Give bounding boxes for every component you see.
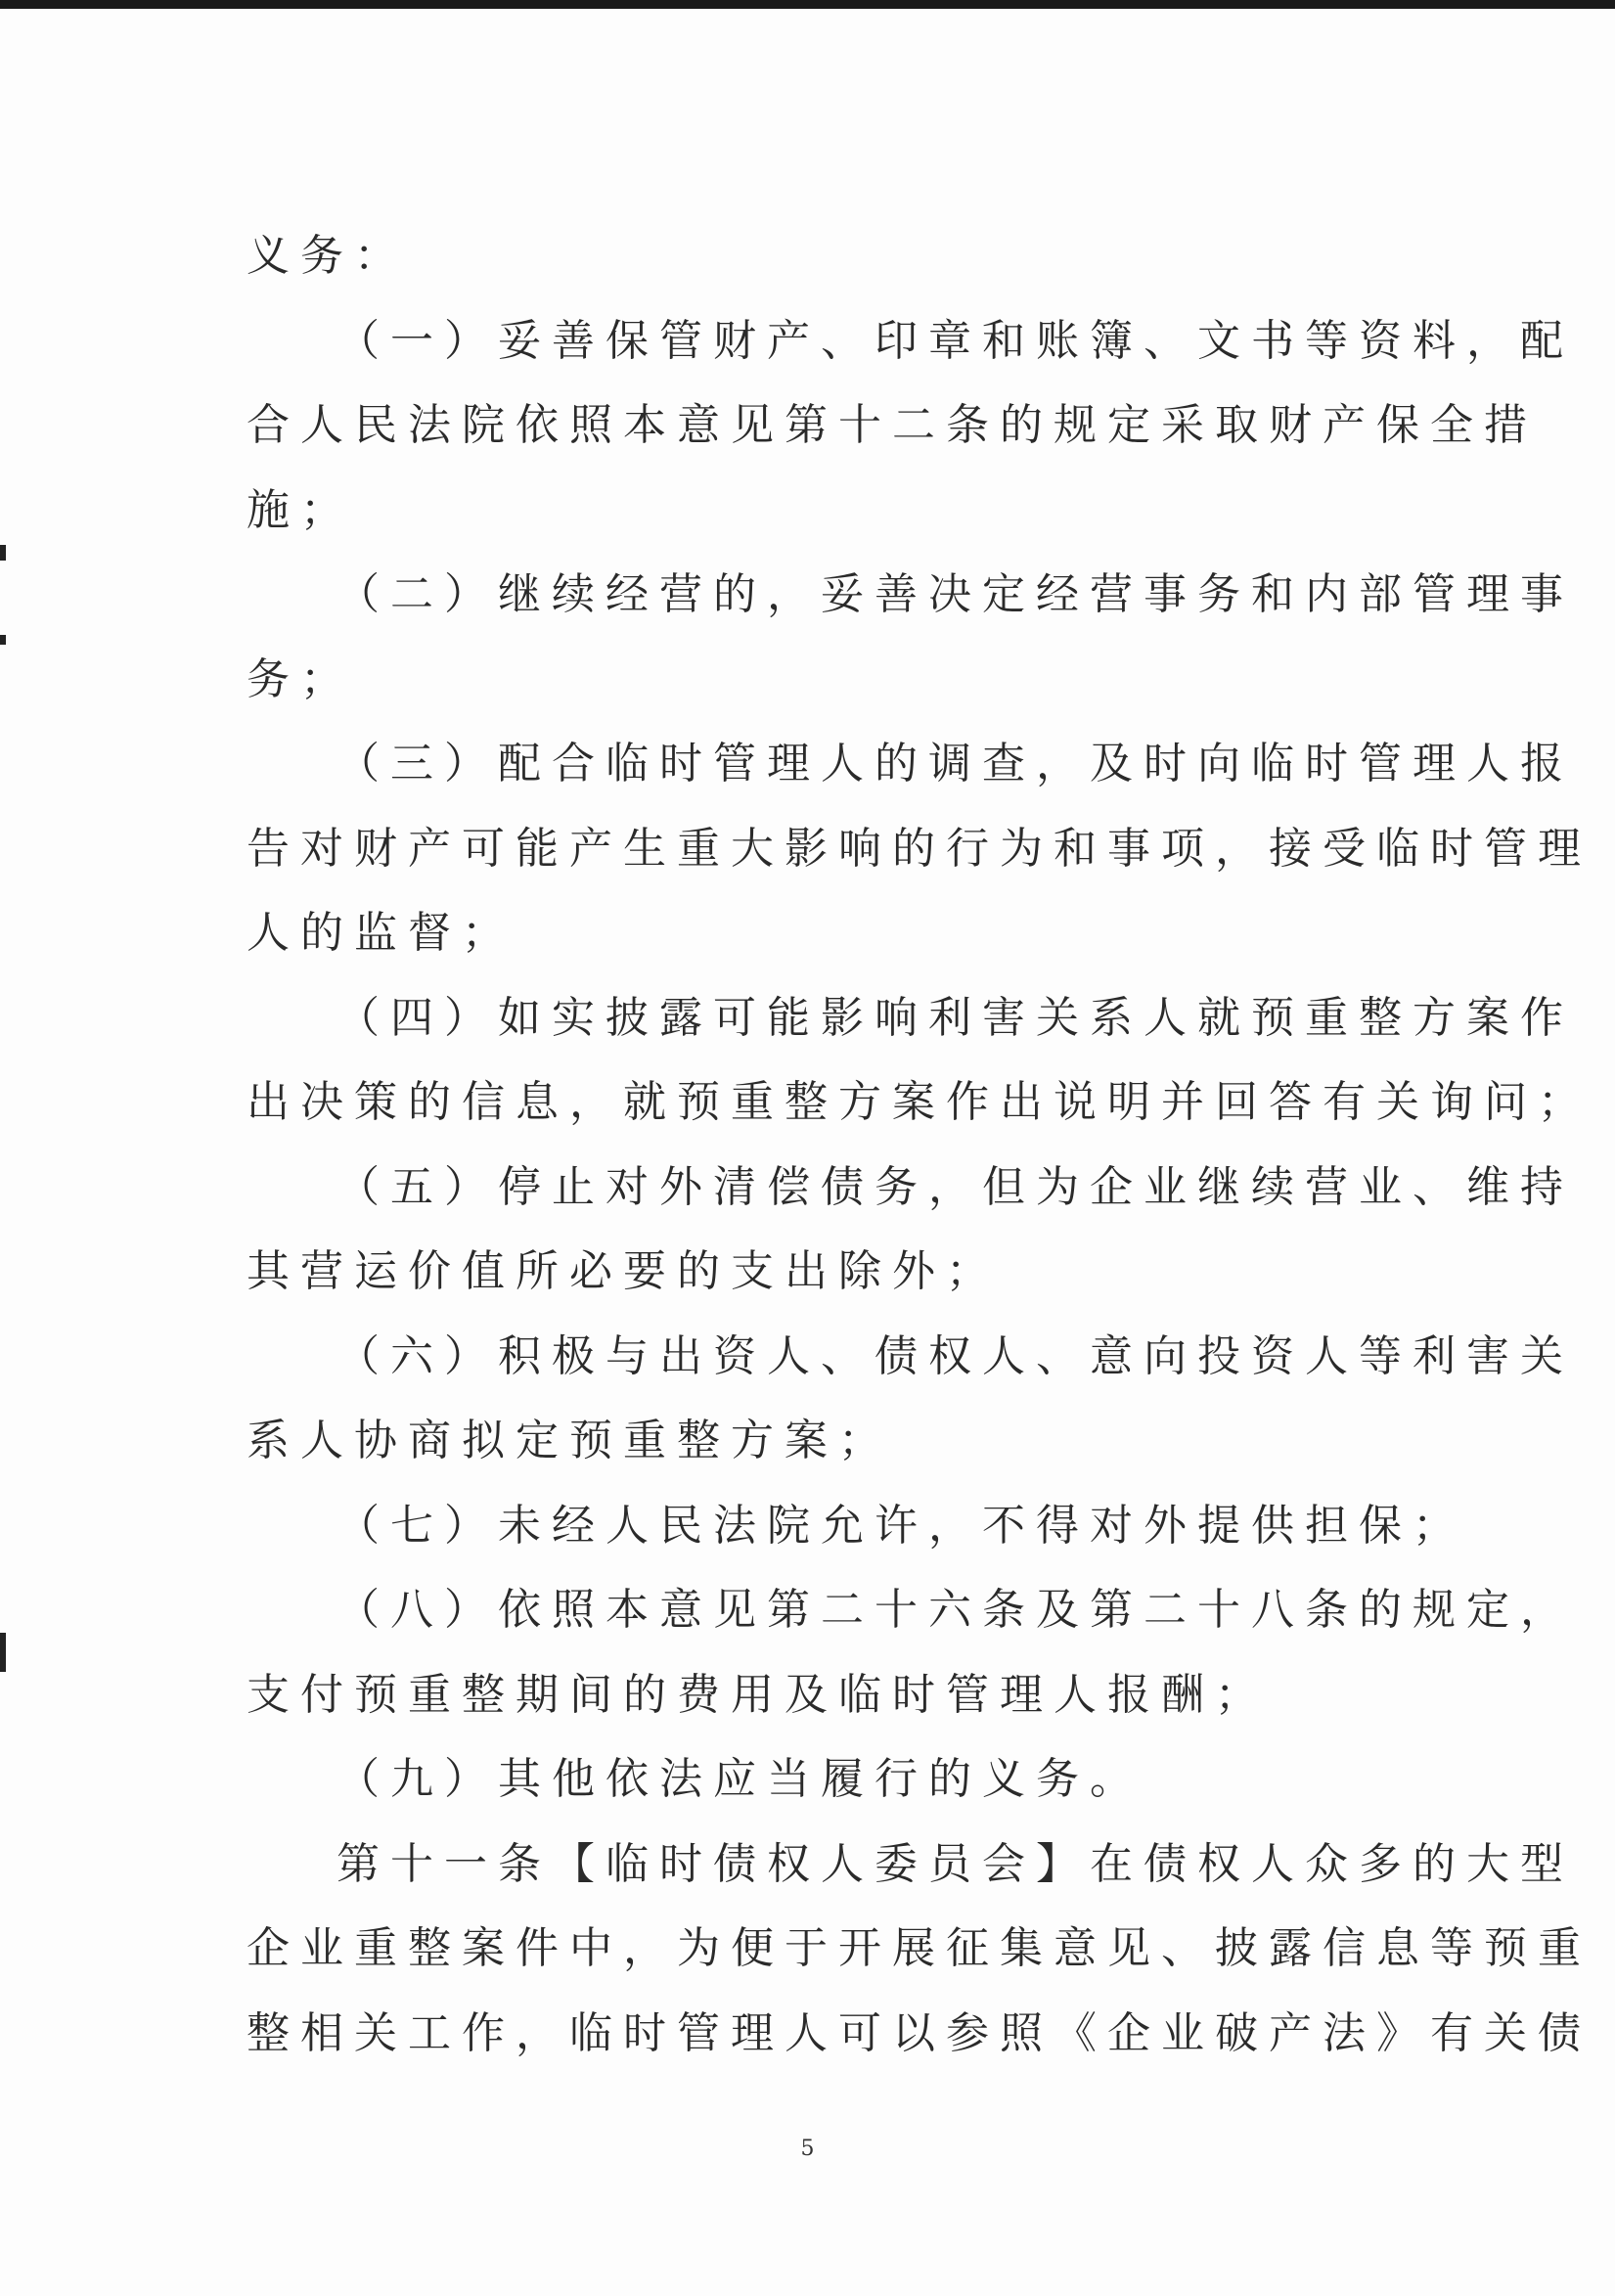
document-body xyxy=(247,214,1592,2076)
text-line: 义务： xyxy=(247,231,408,281)
text-line: 企业重整案件中，为便于开展征集意见、披露信息等预重 xyxy=(247,1923,1592,1973)
text-line: （七）未经人民法院允许，不得对外提供担保； xyxy=(336,1500,1466,1551)
text-line: （五）停止对外清偿债务，但为企业继续营业、维持 xyxy=(336,1161,1574,1212)
text-line: 告对财产可能产生重大影响的行为和事项，接受临时管理 xyxy=(247,823,1592,874)
scan-edge-mark xyxy=(0,635,6,645)
text-line: 第十一条【临时债权人委员会】在债权人众多的大型 xyxy=(336,1838,1574,1889)
text-line: （九）其他依法应当履行的义务。 xyxy=(336,1754,1144,1804)
text-line: （二）继续经营的，妥善决定经营事务和内部管理事 xyxy=(336,569,1574,619)
text-line: 合人民法院依照本意见第十二条的规定采取财产保全措 xyxy=(247,400,1538,450)
text-line: 系人协商拟定预重整方案； xyxy=(247,1416,892,1465)
text-line: 整相关工作，临时管理人可以参照《企业破产法》有关债 xyxy=(247,2007,1592,2058)
text-line: （六）积极与出资人、债权人、意向投资人等利害关 xyxy=(336,1330,1574,1381)
scan-edge-mark xyxy=(0,545,6,561)
text-line: （一）妥善保管财产、印章和账簿、文书等资料，配 xyxy=(336,315,1574,366)
text-line: 务； xyxy=(247,653,354,704)
text-line: 出决策的信息，就预重整方案作出说明并回答有关询问； xyxy=(247,1077,1592,1127)
text-line: 其营运价值所必要的支出除外； xyxy=(247,1246,1000,1296)
text-line: （四）如实披露可能影响利害关系人就预重整方案作 xyxy=(336,992,1574,1043)
text-line: 支付预重整期间的费用及临时管理人报酬； xyxy=(247,1669,1269,1720)
text-line: （三）配合临时管理人的调查，及时向临时管理人报 xyxy=(336,739,1574,788)
text-line: （八）依照本意见第二十六条及第二十八条的规定， xyxy=(336,1585,1574,1635)
text-line: 人的监督； xyxy=(247,908,516,958)
scan-edge-mark xyxy=(0,1633,6,1672)
text-line: 施； xyxy=(247,484,354,535)
page-number: 5 xyxy=(800,2137,815,2161)
